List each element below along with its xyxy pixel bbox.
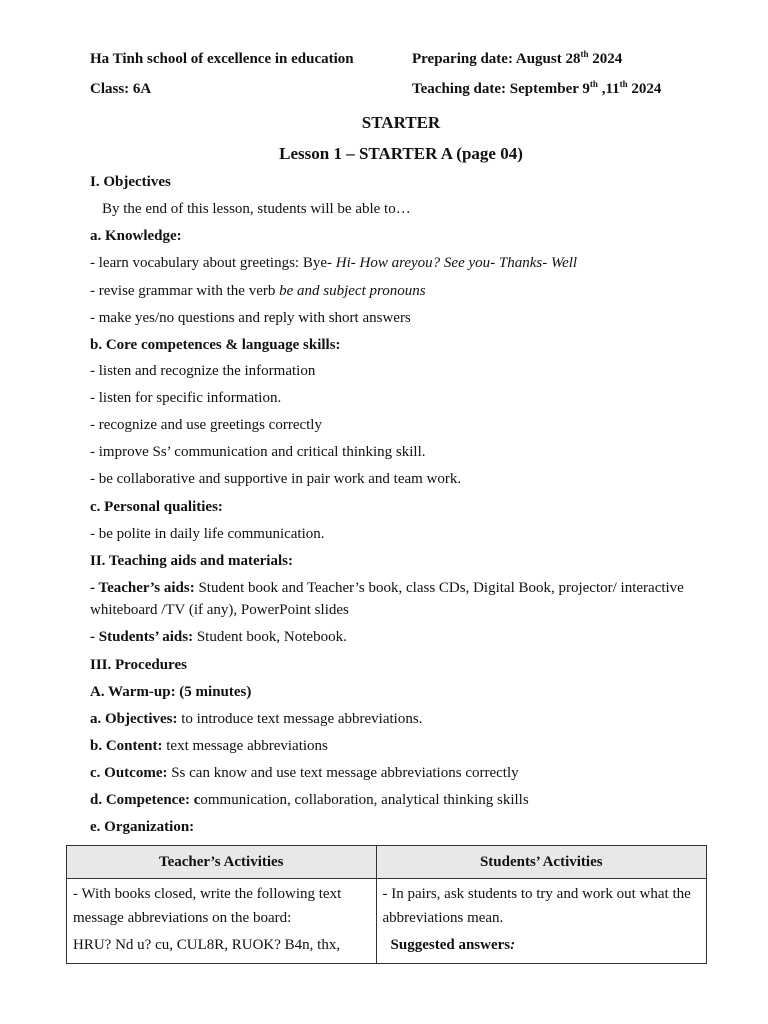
class-label: Class: 6A <box>90 81 152 97</box>
table-row <box>67 879 707 964</box>
teacher-activity-line: - With books closed, write the following text message abbreviations on the board: <box>73 886 342 926</box>
suggested-answers-label: Suggested answers: <box>390 937 516 953</box>
warmup-content: b. Content: text message abbreviations <box>90 738 328 754</box>
warmup-objectives: a. Objectives: to introduce text message abbreviations. <box>90 711 423 727</box>
teacher-aids: - Teacher’s aids: Student book and Teacher’s book, class CDs, Digital Book, projector/ interactive <box>90 580 684 596</box>
core-item: - listen for specific information. <box>90 390 282 406</box>
teaching-date: Teaching date: September 9th ,11th 2024 <box>412 79 662 97</box>
students-activities-header: Students’ Activities <box>376 846 706 879</box>
school-name: Ha Tinh school of excellence in education <box>90 51 354 67</box>
unit-title: STARTER <box>361 113 441 132</box>
warmup-heading: A. Warm-up: (5 minutes) <box>90 684 252 700</box>
core-item: - be collaborative and supportive in pair work and team work. <box>90 471 462 487</box>
procedures-heading: III. Procedures <box>90 657 187 673</box>
teacher-activities-cell <box>67 879 377 964</box>
core-item: - recognize and use greetings correctly <box>90 417 322 433</box>
warmup-outcome: c. Outcome: Ss can know and use text message abbreviations correctly <box>90 765 519 781</box>
organization-heading: e. Organization: <box>90 819 195 835</box>
student-activity-line: - In pairs, ask students to try and work out what the abbreviations mean. <box>382 886 691 926</box>
students-activities-cell <box>376 879 706 964</box>
table-header-row <box>67 846 707 879</box>
objectives-heading: I. Objectives <box>90 174 171 190</box>
core-item: - listen and recognize the information <box>90 363 316 379</box>
teacher-aids-continued: whiteboard /TV (if any), PowerPoint slides <box>90 602 349 618</box>
preparing-date: Preparing date: August 28th 2024 <box>412 49 623 67</box>
lesson-title: Lesson 1 – STARTER A (page 04) <box>279 144 523 163</box>
knowledge-item: - make yes/no questions and reply with short answers <box>90 310 411 326</box>
knowledge-item: - revise grammar with the verb be and subject pronouns <box>90 283 426 299</box>
personal-item: - be polite in daily life communication. <box>90 526 325 542</box>
personal-qualities-heading: c. Personal qualities: <box>90 499 223 515</box>
core-item: - improve Ss’ communication and critical thinking skill. <box>90 444 426 460</box>
organization-table <box>66 845 707 964</box>
objectives-intro: By the end of this lesson, students will be able to… <box>102 201 411 217</box>
teacher-activity-line: HRU? Nd u? cu, CUL8R, RUOK? B4n, thx, <box>73 937 341 953</box>
knowledge-item: - learn vocabulary about greetings: Bye- Hi- How areyou? See you- Thanks- Well <box>90 255 578 271</box>
teacher-activities-header: Teacher’s Activities <box>67 846 377 879</box>
students-aids: - Students’ aids: Student book, Notebook. <box>90 629 347 645</box>
core-competences-heading: b. Core competences & language skills: <box>90 337 341 353</box>
knowledge-heading: a. Knowledge: <box>90 228 182 244</box>
teaching-aids-heading: II. Teaching aids and materials: <box>90 553 293 569</box>
warmup-competence: d. Competence: communication, collaboration, analytical thinking skills <box>90 792 529 808</box>
